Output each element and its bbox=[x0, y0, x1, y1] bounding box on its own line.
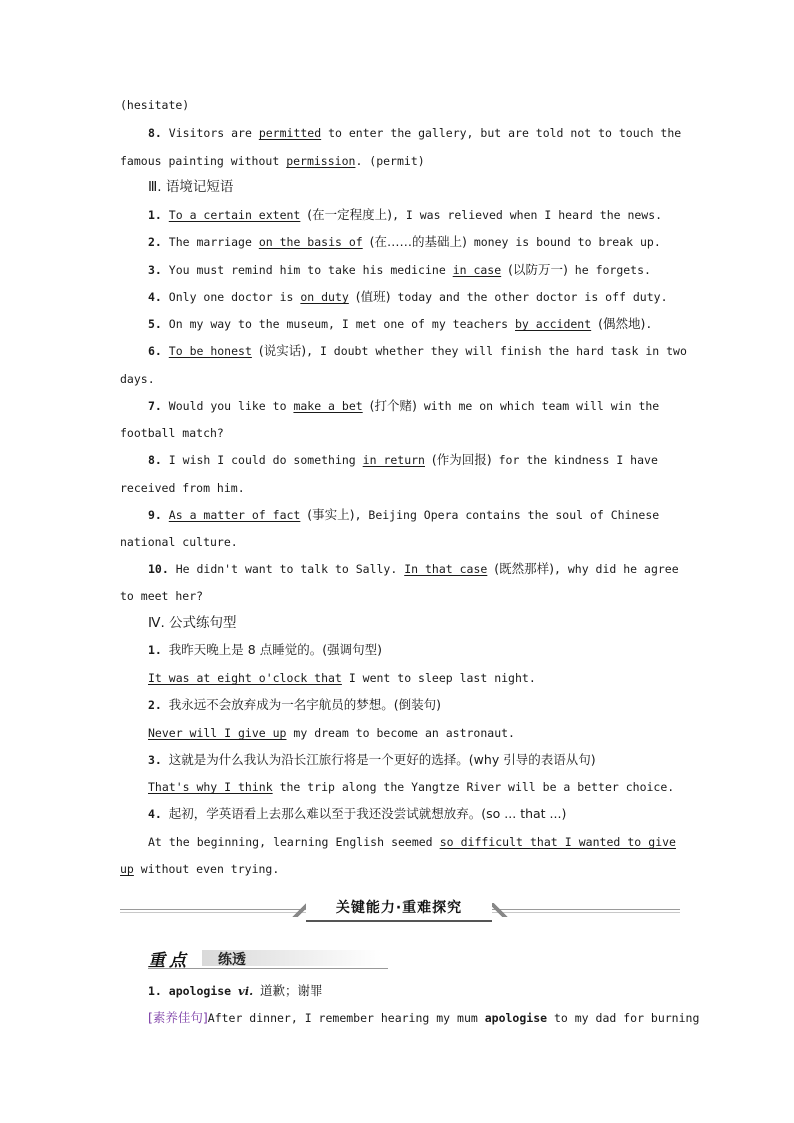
item-text: for the kindness I have bbox=[498, 453, 658, 467]
chinese-hint: (以防万一) bbox=[508, 262, 568, 277]
phrase-item-6-cont: days. bbox=[120, 372, 155, 386]
phrase-item-7 bbox=[148, 398, 676, 414]
answer-blank: Never will I give up bbox=[148, 726, 287, 740]
section-4-heading: Ⅳ. 公式练句型 bbox=[148, 615, 237, 631]
vocab-meaning: 道歉；谢罪 bbox=[260, 983, 323, 998]
item-number: 3. bbox=[148, 263, 162, 277]
item-text: , Beijing Opera contains the soul of Chinese bbox=[354, 508, 660, 522]
answer-blank: make a bet bbox=[293, 399, 363, 413]
item-text: After dinner, I remember hearing my mum bbox=[207, 1011, 478, 1025]
chinese-prompt: 我永远不会放弃成为一名宇航员的梦想。(倒装句) bbox=[168, 697, 442, 712]
item-number: 3. bbox=[148, 753, 162, 767]
answer-blank: in return bbox=[362, 453, 425, 467]
chinese-hint: (在一定程度上) bbox=[307, 207, 393, 222]
item-text: The marriage bbox=[168, 235, 252, 249]
sentence-item-4-prompt bbox=[148, 806, 676, 822]
chinese-hint: (既然那样) bbox=[494, 561, 555, 576]
item-text: Visitors are bbox=[168, 126, 252, 140]
section-3-heading: Ⅲ. 语境记短语 bbox=[148, 179, 234, 195]
item-text: . (permit) bbox=[355, 154, 425, 168]
sentence-item-2-prompt bbox=[148, 697, 676, 713]
answer-blank: in case bbox=[452, 263, 502, 277]
vocab-word: apologise bbox=[484, 1011, 548, 1025]
phrase-item-10 bbox=[148, 561, 679, 577]
item-text: Would you like to bbox=[168, 399, 287, 413]
sentence-item-4-answer bbox=[148, 834, 676, 850]
banner-title: 关键能力·重难探究 bbox=[306, 898, 492, 922]
answer-blank: permission bbox=[286, 154, 356, 168]
vocab-entry bbox=[148, 983, 676, 999]
item-text: I went to sleep last night. bbox=[348, 671, 536, 685]
item-number: 1. bbox=[148, 643, 162, 657]
phrase-item-1 bbox=[148, 207, 676, 223]
item-text: famous painting without bbox=[120, 154, 280, 168]
item-number: 10. bbox=[148, 562, 169, 576]
phrase-item-4 bbox=[148, 289, 676, 305]
vocab-word: apologise bbox=[168, 984, 232, 998]
item-text: money is bound to break up. bbox=[473, 235, 661, 249]
section-badge bbox=[148, 944, 388, 970]
example-sentence bbox=[148, 1010, 700, 1026]
exercise-item-8-cont bbox=[120, 153, 676, 169]
item-text: Only one doctor is bbox=[168, 290, 294, 304]
item-text: today and the other doctor is off duty. bbox=[397, 290, 668, 304]
answer-blank: permitted bbox=[258, 126, 322, 140]
phrase-item-9 bbox=[148, 507, 676, 523]
item-number: 7. bbox=[148, 399, 162, 413]
item-number: 8. bbox=[148, 126, 162, 140]
divider bbox=[148, 968, 388, 969]
exercise-item-8 bbox=[148, 125, 682, 141]
phrase-item-3 bbox=[148, 262, 676, 278]
answer-blank: on the basis of bbox=[258, 235, 363, 249]
phrase-item-10-cont: to meet her? bbox=[120, 589, 204, 603]
chinese-prompt: 我昨天晚上是 8 点睡觉的。(强调句型) bbox=[168, 642, 382, 657]
phrase-item-9-cont: national culture. bbox=[120, 535, 238, 549]
badge-label: 练透 bbox=[218, 952, 246, 968]
answer-blank: As a matter of fact bbox=[168, 508, 301, 522]
item-text: You must remind him to take his medicine bbox=[168, 263, 446, 277]
item-number: 1. bbox=[148, 208, 162, 222]
item-number: 5. bbox=[148, 317, 162, 331]
phrase-item-8 bbox=[148, 452, 676, 468]
answer-blank: That's why I think bbox=[148, 780, 273, 794]
item-text: with me on which team will win the bbox=[423, 399, 660, 413]
phrase-item-8-cont: received from him. bbox=[120, 481, 245, 495]
item-number: 8. bbox=[148, 453, 162, 467]
section-banner bbox=[120, 896, 680, 926]
chinese-hint: (打个赌) bbox=[369, 398, 417, 413]
item-text: , I was relieved when I heard the news. bbox=[392, 208, 663, 222]
phrase-item-7-cont: football match? bbox=[120, 426, 224, 440]
answer-blank: In that case bbox=[404, 562, 488, 576]
item-text: On my way to the museum, I met one of my teachers bbox=[168, 317, 509, 331]
item-number: 1. bbox=[148, 984, 162, 998]
chinese-hint: (在……的基础上) bbox=[369, 234, 467, 249]
item-number: 4. bbox=[148, 290, 162, 304]
chinese-hint: (值班) bbox=[355, 289, 391, 304]
badge-title: 重点 bbox=[148, 951, 190, 971]
item-number: 6. bbox=[148, 344, 162, 358]
sentence-item-2-answer bbox=[148, 725, 676, 741]
phrase-item-2 bbox=[148, 234, 676, 250]
chinese-prompt: 这就是为什么我认为沿长江旅行将是一个更好的选择。(why 引导的表语从句) bbox=[168, 752, 596, 767]
item-text: without even trying. bbox=[140, 862, 280, 876]
item-number: 4. bbox=[148, 807, 162, 821]
answer-blank: on duty bbox=[300, 290, 349, 304]
item-text: . bbox=[645, 317, 653, 331]
item-number: 9. bbox=[148, 508, 162, 522]
item-text: the trip along the Yangtze River will be a better choice. bbox=[279, 780, 675, 794]
answer-blank: by accident bbox=[515, 317, 592, 331]
example-tag: [素养佳句] bbox=[148, 1010, 208, 1025]
chinese-hint: (事实上) bbox=[307, 507, 355, 522]
sentence-item-4-answer-cont bbox=[120, 861, 676, 877]
answer-blank: It was at eight o'clock that bbox=[148, 671, 342, 685]
item-text: At the beginning, learning English seemed bbox=[148, 835, 433, 849]
sentence-item-1-prompt bbox=[148, 642, 676, 658]
item-text: I wish I could do something bbox=[168, 453, 356, 467]
sentence-item-3-prompt bbox=[148, 752, 676, 768]
item-text: he forgets. bbox=[574, 263, 651, 277]
item-text: to my dad for burning bbox=[553, 1011, 700, 1025]
sentence-item-1-answer bbox=[148, 670, 676, 686]
phrase-item-6 bbox=[148, 343, 687, 359]
item-text: He didn't want to talk to Sally. bbox=[175, 562, 398, 576]
answer-blank: up bbox=[120, 862, 134, 876]
answer-blank: To a certain extent bbox=[168, 208, 301, 222]
item-number: 2. bbox=[148, 698, 162, 712]
item-text: , why did he agree bbox=[554, 562, 679, 576]
chinese-hint: (偶然地) bbox=[598, 316, 646, 331]
part-of-speech: vi. bbox=[238, 984, 254, 998]
item-text: to enter the gallery, but are told not to touch the bbox=[328, 126, 682, 140]
chinese-hint: (说实话) bbox=[258, 343, 307, 358]
chinese-hint: (作为回报) bbox=[431, 452, 492, 467]
item-number: 2. bbox=[148, 235, 162, 249]
item-text: my dream to become an astronaut. bbox=[293, 726, 515, 740]
phrase-item-5 bbox=[148, 316, 676, 332]
text-line: (hesitate) bbox=[120, 98, 190, 112]
answer-blank: so difficult that I wanted to give bbox=[439, 835, 676, 849]
sentence-item-3-answer bbox=[148, 779, 676, 795]
answer-blank: To be honest bbox=[168, 344, 252, 358]
item-text: , I doubt whether they will finish the hard task in two bbox=[306, 344, 687, 358]
chinese-prompt: 起初，学英语看上去那么难以至于我还没尝试就想放弃。(so ... that ...) bbox=[168, 806, 567, 821]
